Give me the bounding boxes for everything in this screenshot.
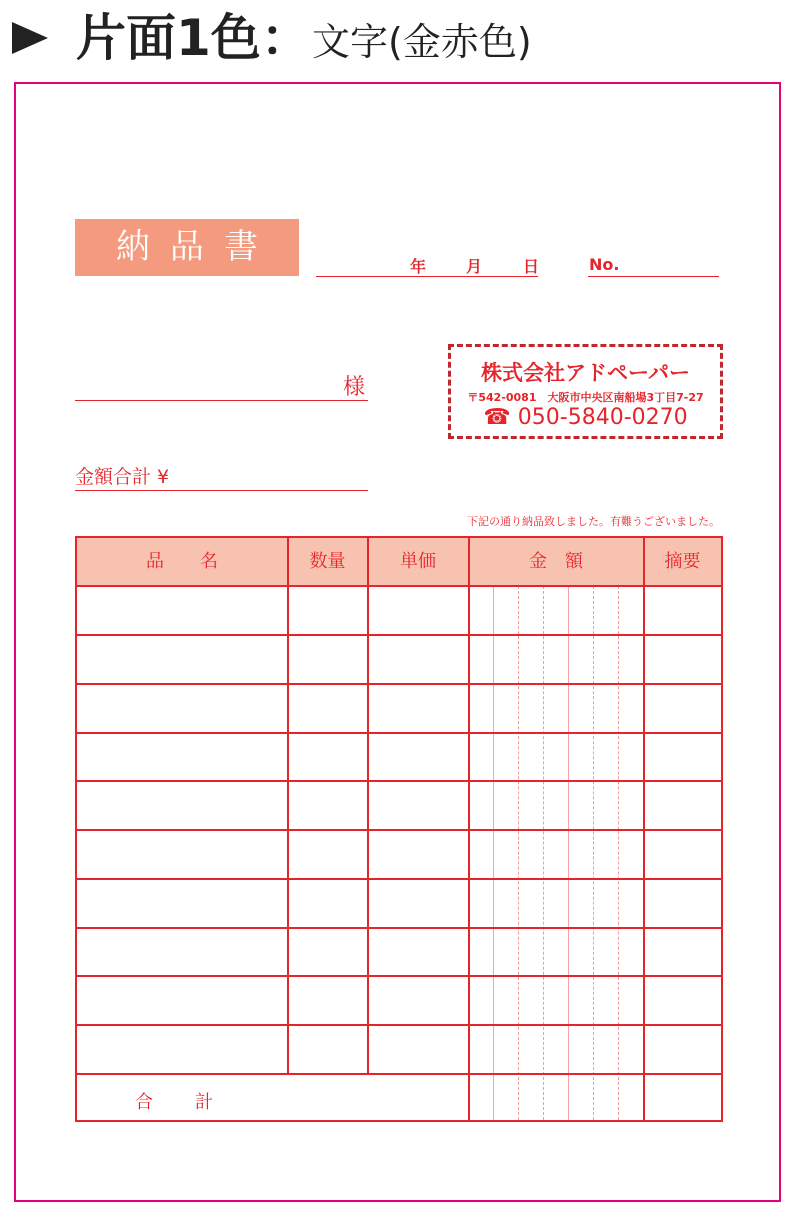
header-unit-price: 単価 [400,551,436,572]
heading-main: 片面1色： [76,9,311,67]
table-row [77,829,721,831]
col-divider [367,538,369,1074]
table-row [77,683,721,685]
no-label: No. [589,255,620,274]
customer-underline [75,400,368,401]
amount-digit-divider [568,586,569,1120]
amount-digit-divider [543,586,544,1120]
header-amount: 金 額 [529,551,583,572]
date-year-label: 年 [410,257,427,276]
table-row [77,975,721,977]
table-row [77,634,721,636]
triangle-bullet-icon [12,22,48,54]
table-row [77,585,721,587]
amount-digit-divider [493,586,494,1120]
table-row [77,1073,721,1075]
table-row [77,927,721,929]
table-row [77,780,721,782]
total-underline [75,490,368,491]
heading-sub: 文字(金赤色) [312,20,532,64]
company-phone: ☎ 050-5840-0270 [483,405,688,430]
amount-digit-divider [518,586,519,1120]
table-row [77,878,721,880]
amount-digit-divider [618,586,619,1120]
date-day-label: 日 [523,257,540,276]
company-address: 〒542-0081 大阪市中央区南船場3丁目7-27 [467,391,704,404]
col-divider [287,538,289,1074]
table-row [77,1024,721,1026]
date-underline [316,276,538,277]
amount-digit-divider [593,586,594,1120]
header-remarks: 摘要 [664,551,701,572]
delivery-note: 下記の通り納品致しました。有難うございました。 [467,515,720,528]
header-quantity: 数量 [309,551,346,572]
total-amount-label: 金額合計 ¥ [75,466,170,488]
no-underline [588,276,719,277]
company-stamp [448,344,723,439]
form-title: 納品書 [75,219,299,276]
header-item-name: 品 名 [146,551,218,572]
table-row [77,732,721,734]
date-month-label: 月 [466,257,483,276]
customer-suffix: 様 [343,375,366,400]
company-name: 株式会社アドペーパー [481,361,690,385]
sum-label-2: 計 [195,1092,213,1113]
sum-label-1: 合 [135,1092,153,1113]
page-heading [0,0,791,78]
